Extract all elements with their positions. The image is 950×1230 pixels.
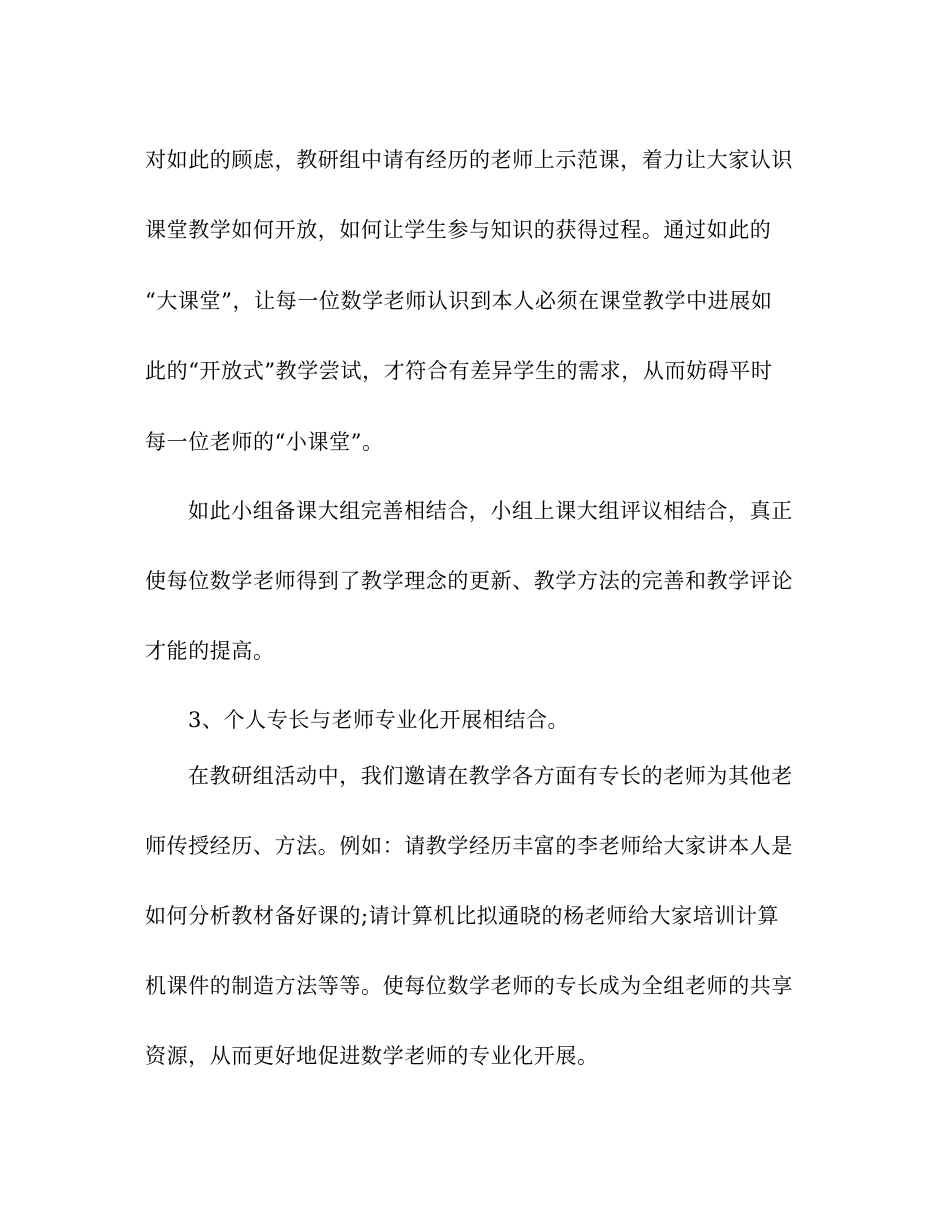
- paragraph-line: 在教研组活动中，我们邀请在教学各方面有专长的老师为其他老: [188, 764, 793, 788]
- paragraph-line: 使每位数学老师得到了教学理念的更新、教学方法的完善和教学评论: [145, 569, 793, 593]
- paragraph-line: “大课堂”，让每一位数学老师认识到本人必须在课堂教学中进展如: [145, 289, 773, 313]
- paragraph-line: 如此小组备课大组完善相结合，小组上课大组评议相结合，真正: [188, 499, 793, 523]
- paragraph-line: 对如此的顾虑，教研组中请有经历的老师上示范课，着力让大家认识: [145, 148, 793, 172]
- paragraph-line: 如何分析教材备好课的;请计算机比拟通晓的杨老师给大家培训计算: [145, 904, 780, 928]
- paragraph-line: 才能的提高。: [145, 639, 275, 663]
- paragraph-line: 师传授经历、方法。例如：请教学经历丰富的李老师给大家讲本人是: [145, 834, 793, 858]
- paragraph-line: 机课件的制造方法等等。使每位数学老师的专长成为全组老师的共享: [145, 974, 793, 998]
- paragraph-line: 资源，从而更好地促进数学老师的专业化开展。: [145, 1044, 599, 1068]
- paragraph-line: 课堂教学如何开放，如何让学生参与知识的获得过程。通过如此的: [145, 218, 772, 242]
- paragraph-line: 此的“开放式”教学尝试，才符合有差异学生的需求，从而妨碍平时: [145, 359, 773, 383]
- section-heading: 3、个人专长与老师专业化开展相结合。: [188, 708, 570, 732]
- paragraph-line: 每一位老师的“小课堂”。: [145, 430, 384, 454]
